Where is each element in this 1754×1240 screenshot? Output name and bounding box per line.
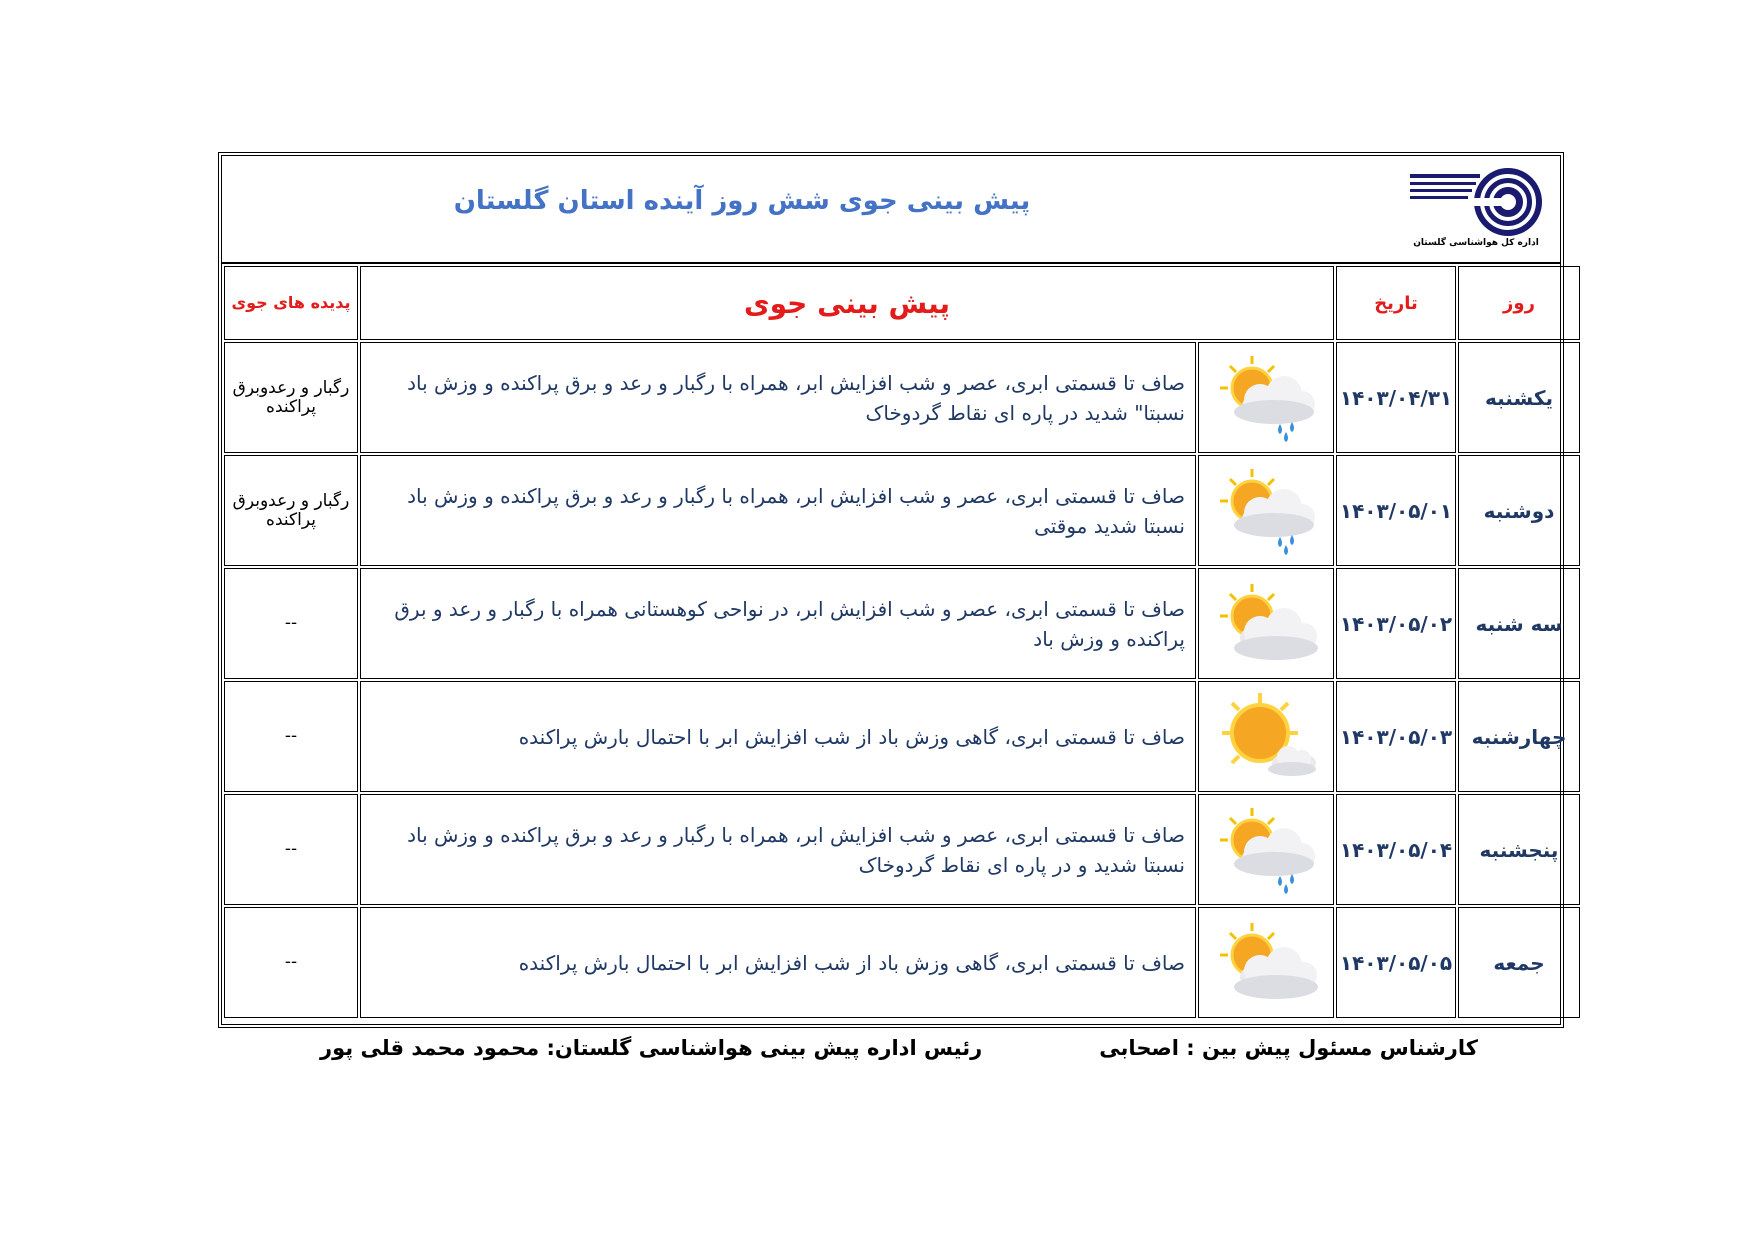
phenomena-cell: -- (224, 681, 358, 792)
date-cell: ۱۴۰۳/۰۵/۰۵ (1336, 907, 1456, 1018)
logo-caption: اداره کل هواشناسی گلستان (1413, 238, 1539, 248)
day-cell: چهارشنبه (1458, 681, 1580, 792)
day-cell: پنجشنبه (1458, 794, 1580, 905)
table-row (224, 455, 1580, 566)
table-row (224, 681, 1580, 792)
header-date: تاریخ (1336, 266, 1456, 340)
partly-cloudy-icon (1198, 907, 1334, 1018)
table-row (224, 907, 1580, 1018)
table-header-row (224, 266, 1580, 340)
table-row (224, 342, 1580, 453)
date-cell: ۱۴۰۳/۰۵/۰۳ (1336, 681, 1456, 792)
table-row (224, 794, 1580, 905)
partly-cloudy-rain-icon (1198, 794, 1334, 905)
date-cell: ۱۴۰۳/۰۵/۰۴ (1336, 794, 1456, 905)
forecast-text: صاف تا قسمتی ابری، عصر و شب افزایش ابر، همراه با رگبار و رعد و برق پراکنده و وزش باد نسبتا" شدید در پاره ای نقاط گردوخاک (360, 342, 1196, 453)
phenomena-cell: -- (224, 907, 358, 1018)
forecast-frame (218, 152, 1567, 1028)
page-title: پیش بینی جوی شش روز آینده استان گلستان (453, 186, 1031, 216)
partly-cloudy-rain-icon (1198, 342, 1334, 453)
date-cell: ۱۴۰۳/۰۵/۰۲ (1336, 568, 1456, 679)
footer-forecaster: کارشناس مسئول پیش بین : اصحابی (1099, 1036, 1478, 1060)
partly-cloudy-icon (1198, 568, 1334, 679)
table-row (224, 568, 1580, 679)
forecast-text: صاف تا قسمتی ابری، عصر و شب افزایش ابر، همراه با رگبار و رعد و برق پراکنده و وزش باد نسبتا شدید و در پاره ای نقاط گردوخاک (360, 794, 1196, 905)
header-day: روز (1458, 266, 1580, 340)
partly-cloudy-rain-icon (1198, 455, 1334, 566)
logo-emblem (1402, 162, 1552, 242)
footer-head: رئیس اداره پیش بینی هواشناسی گلستان: محمود محمد قلی پور (320, 1036, 983, 1060)
mostly-sunny-icon (1198, 681, 1334, 792)
title-bar (222, 156, 1560, 264)
date-cell: ۱۴۰۳/۰۴/۳۱ (1336, 342, 1456, 453)
day-cell: یکشنبه (1458, 342, 1580, 453)
forecast-text: صاف تا قسمتی ابری، عصر و شب افزایش ابر، همراه با رگبار و رعد و برق پراکنده و وزش باد نسبتا شدید موقتی (360, 455, 1196, 566)
forecast-text: صاف تا قسمتی ابری، گاهی وزش باد از شب افزایش ابر با احتمال بارش پراکنده (360, 681, 1196, 792)
header-phenomena: پدیده های جوی (224, 266, 358, 340)
phenomena-cell: -- (224, 794, 358, 905)
forecast-text: صاف تا قسمتی ابری، گاهی وزش باد از شب افزایش ابر با احتمال بارش پراکنده (360, 907, 1196, 1018)
day-cell: جمعه (1458, 907, 1580, 1018)
phenomena-cell: -- (224, 568, 358, 679)
date-cell: ۱۴۰۳/۰۵/۰۱ (1336, 455, 1456, 566)
forecast-inner-frame (221, 155, 1567, 1025)
phenomena-cell: رگبار و رعدوبرق پراکنده (224, 342, 358, 453)
forecast-table (222, 264, 1582, 1020)
forecast-text: صاف تا قسمتی ابری، عصر و شب افزایش ابر، در نواحی کوهستانی همراه با رگبار و رعد و برق پراکنده و وزش باد (360, 568, 1196, 679)
day-cell: دوشنبه (1458, 455, 1580, 566)
day-cell: سه شنبه (1458, 568, 1580, 679)
header-forecast: پیش بینی جوی (360, 266, 1334, 340)
phenomena-cell: رگبار و رعدوبرق پراکنده (224, 455, 358, 566)
